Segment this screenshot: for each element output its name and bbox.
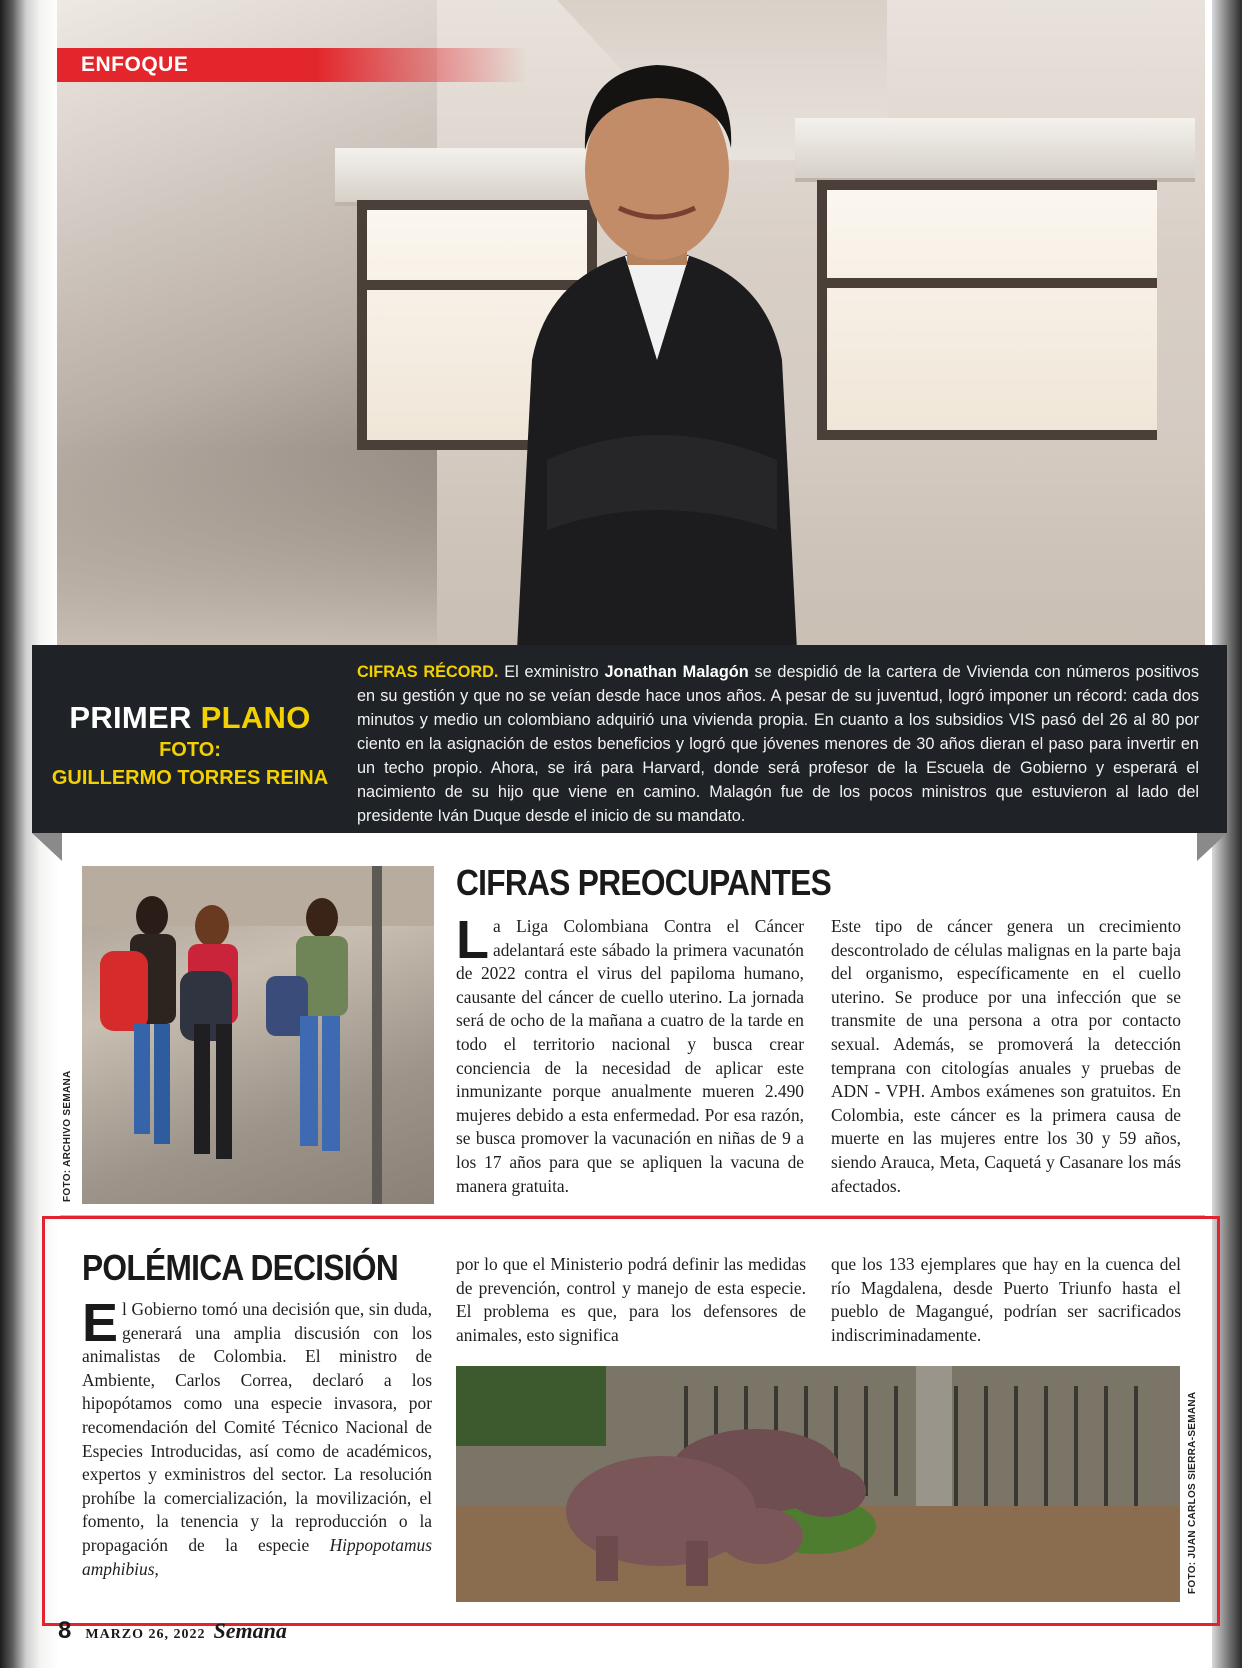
magazine-name: Semana	[213, 1618, 287, 1643]
hero-photo	[57, 0, 1205, 650]
page-number: 8	[58, 1617, 72, 1644]
primer-plano-block	[45, 700, 335, 792]
caption-lead: CIFRAS RÉCORD.	[357, 663, 499, 681]
dropcap-l: L	[456, 910, 489, 970]
fold-corner-right	[1197, 833, 1227, 861]
hippo-photo	[456, 1366, 1180, 1602]
cifras-column-2: Este tipo de cáncer genera un crecimiento descontrolado de células malignas en la parte baja del organismo, específicamente en el cuello uterino. Se produce por una infección que se transmite de una persona a otra por contacto sexual. Además, se promoverá la detección temprana con citologías anuales y pruebas de ADN - VPH. Ambos exámenes son gratuitos. En Colombia, este cáncer es la primera causa de muerte en las mujeres entre los 30 y 59 años, siendo Arauca, Meta, Caquetá y Casanare los más afectados.	[831, 916, 1181, 1196]
photographer-name: GUILLERMO TORRES REINA	[51, 767, 329, 789]
page-footer	[58, 1617, 287, 1645]
polemica-column-1	[82, 1293, 432, 1581]
title-part-2: PLANO	[200, 700, 311, 735]
caption-text-1: El exministro	[498, 663, 605, 681]
cifras-col1-text: a Liga Colombiana Contra el Cáncer adelantará este sábado la primera vacunatón de 2022 contra el virus del papiloma humano, causante del cáncer de cuello uterino. La jornada será de ocho de la mañana a cuatro de la tarde en todo el territorio nacional y busca crear conciencia de la necesidad de aplicar este inmunizante porque anualmente mueren 2.490 mujeres debido a esta enfermedad. Por esa razón, se busca promover la vacunación en niñas de 9 a los 17 años para que se apliquen la vacuna de manera gratuita.	[456, 916, 804, 1196]
photo-credit-sierra: FOTO: JUAN CARLOS SIERRA-SEMANA	[1187, 1391, 1198, 1594]
primer-plano-title	[45, 700, 335, 736]
polemica-column-2: por lo que el Ministerio podrá definir las medidas de prevención, control y manejo de esta especie. El problema es que, para los defensores de animales, esto significa	[456, 1254, 806, 1345]
photo-credit-archivo: FOTO: ARCHIVO SEMANA	[62, 1070, 73, 1202]
hero-caption-text	[357, 660, 1199, 828]
women-photo	[82, 866, 434, 1204]
man-portrait	[507, 30, 807, 650]
polemica-col1-text-a: l Gobierno tomó una decisión que, sin duda, generará una amplia discusión con los animalistas de Colombia. El ministro de Ambiente, Carlos Correa, declaró a los hipopótamos como una especie invasora, por recomendación del Comité Técnico Nacional de Especies Introducidas, así como de académicos, expertos y exministros del sector. La resolución prohíbe la comercialización, la movilización, el fomento, la tenencia y la reproducción o la propagación de la especie	[82, 1299, 432, 1555]
issue-date: MARZO 26, 2022	[85, 1627, 206, 1642]
title-part-1: PRIMER	[69, 700, 192, 735]
polemica-column-3: que los 133 ejemplares que hay en la cuenca del río Magdalena, desde Puerto Triunfo hasta el pueblo de Magangué, podrían ser sacrificados indiscriminadamente.	[831, 1254, 1181, 1345]
species-name: Hippopotamus amphibius	[82, 1534, 432, 1579]
polemica-headline: POLÉMICA DECISIÓN	[82, 1247, 399, 1288]
polemica-col1-text-b: ,	[154, 1558, 159, 1579]
section-tag: ENFOQUE	[57, 48, 527, 82]
caption-name: Jonathan Malagón	[604, 663, 749, 681]
dropcap-e: E	[82, 1293, 119, 1353]
cifras-headline: CIFRAS PREOCUPANTES	[456, 862, 832, 903]
cifras-column-1	[456, 910, 804, 1198]
fold-corner-left	[32, 833, 62, 861]
caption-text-2: se despidió de la cartera de Vivienda con números positivos en su gestión y que no se veían desde hace unos años. A pesar de su juventud, logró imponer un récord: cada dos minutos y medio un colombiano adquirió una vivienda propia. En cuanto a los subsidios VIS pasó del 26 al 80 por ciento en la asignación de estos beneficios y logró que jóvenes menores de 30 años dieran el paso para invertir en un techo propio. Ahora, se irá para Harvard, donde será profesor de la Escuela de Gobierno y esperará el nacimiento de su hijo que viene en camino. Malagón fue de los pocos ministros que estuvieron al lado del presidente Iván Duque desde el inicio de su mandato.	[357, 663, 1199, 825]
section-divider	[60, 1215, 1205, 1216]
foto-label: FOTO:	[159, 739, 221, 761]
